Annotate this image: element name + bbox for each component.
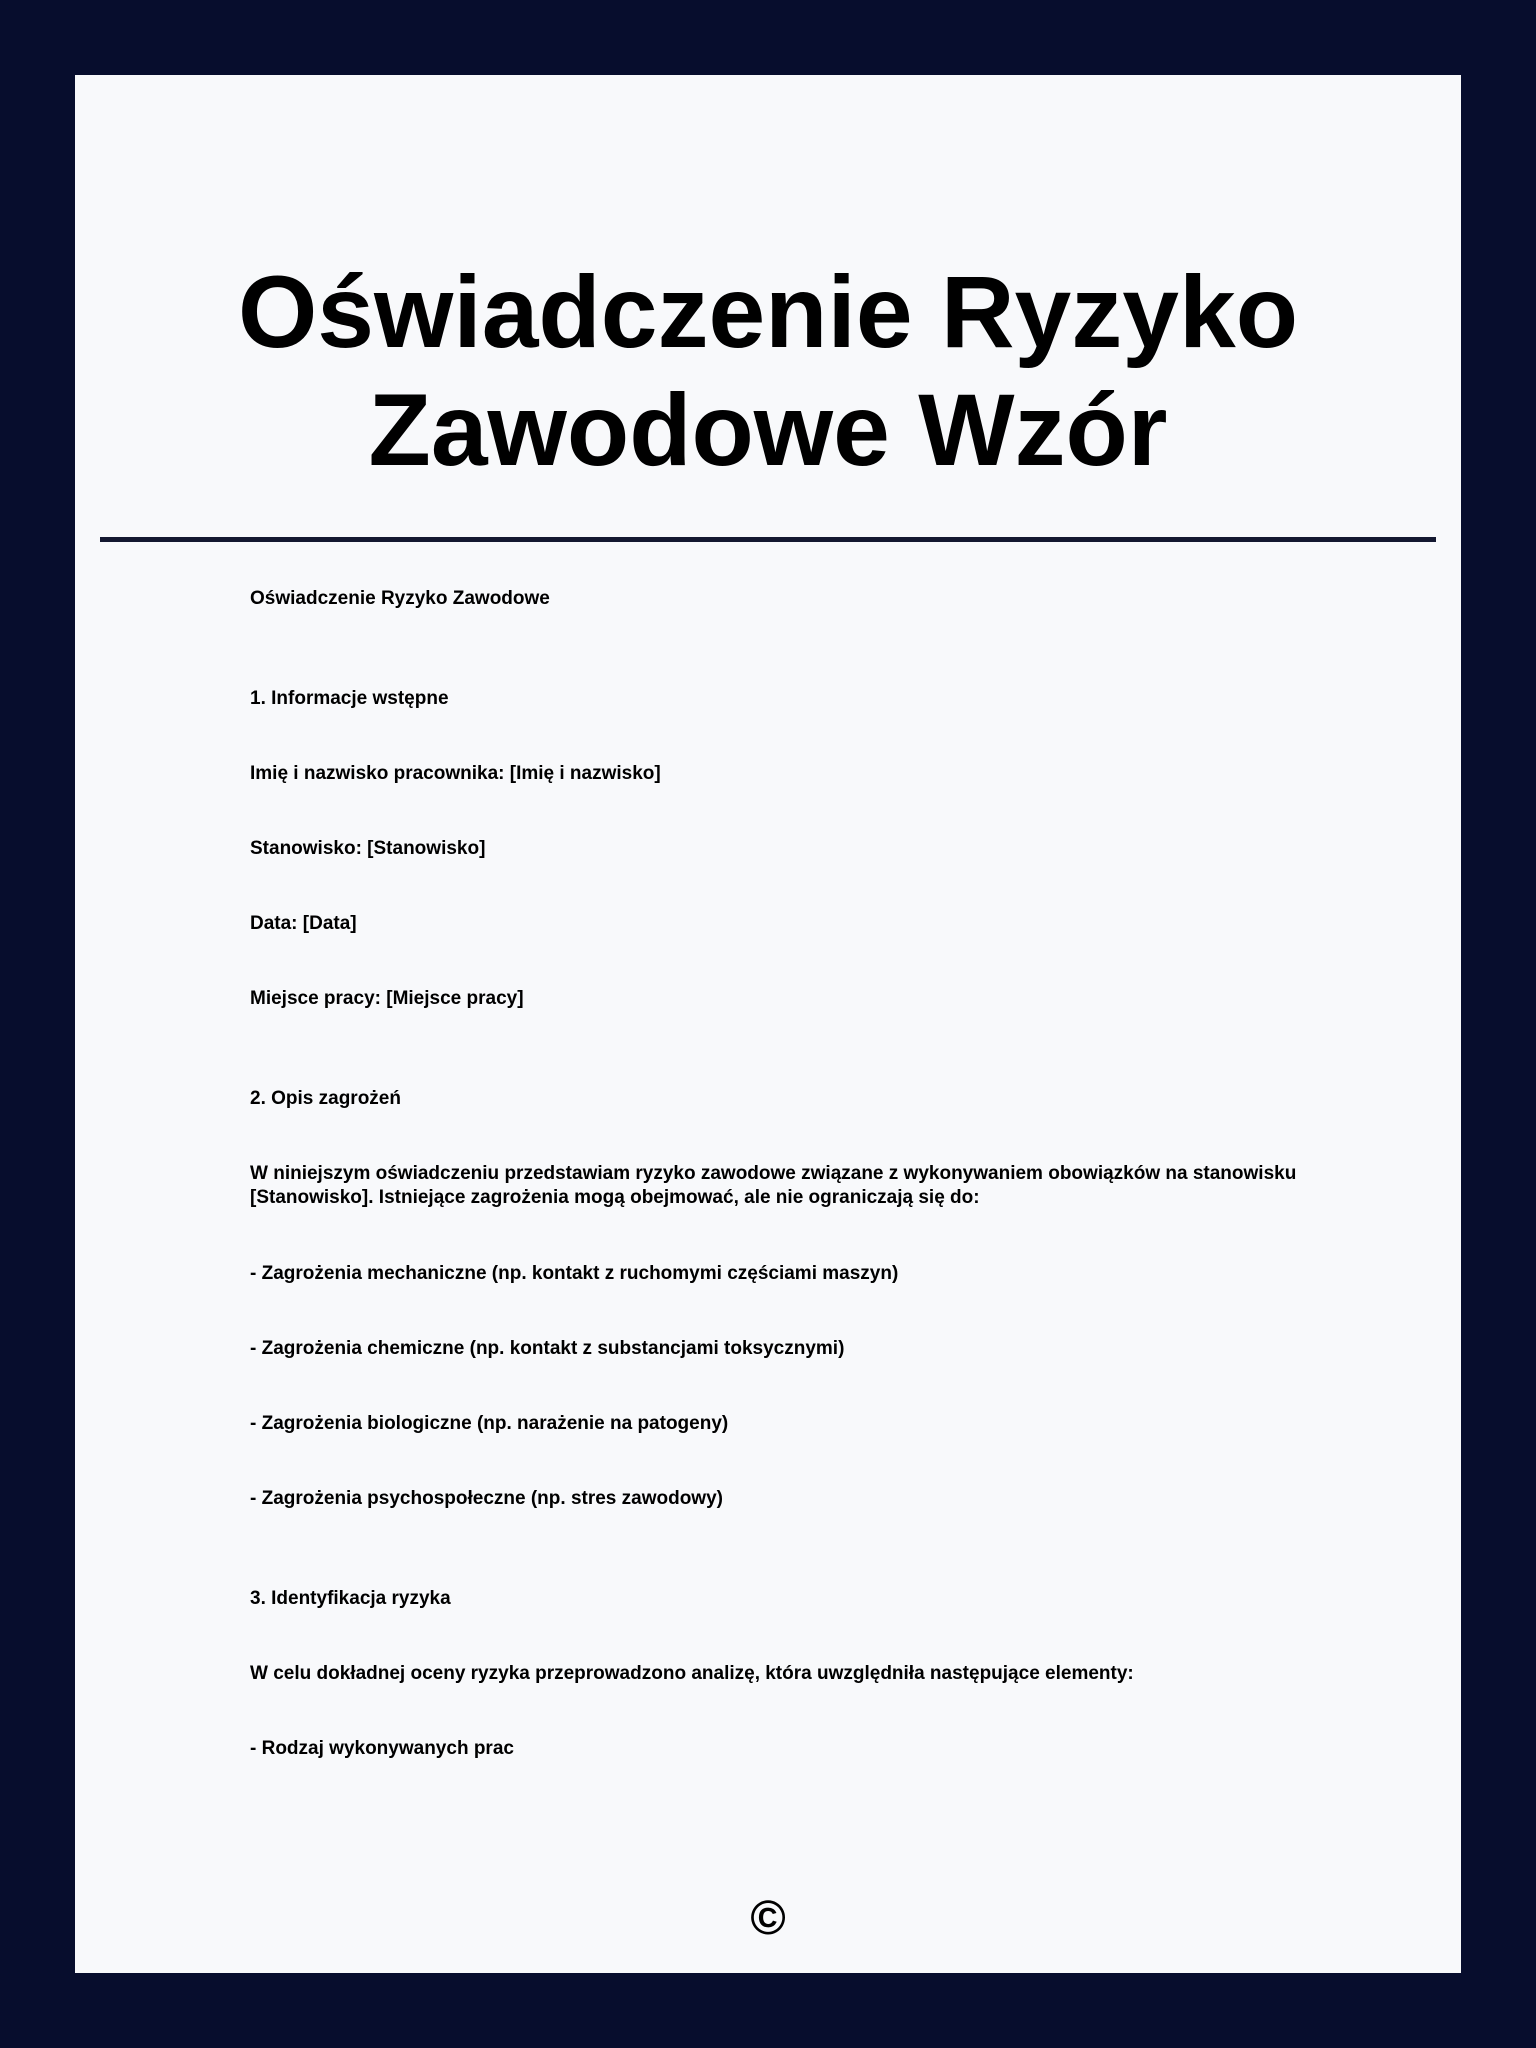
field-date: Data: [Data] xyxy=(250,913,357,934)
hazard-psychosocial: - Zagrożenia psychospołeczne (np. stres zawodowy) xyxy=(250,1488,723,1509)
section-2-intro: W niniejszym oświadczeniu przedstawiam ryzyko zawodowe związane z wykonywaniem obowiązków na stanowisku [Stanowisko]. Istniejące zagrożenia mogą obejmować, ale nie ograniczają się do: xyxy=(250,1163,1297,1208)
document-heading: Oświadczenie Ryzyko Zawodowe xyxy=(250,588,550,609)
hazard-biological: - Zagrożenia biologiczne (np. narażenie na patogeny) xyxy=(250,1413,729,1434)
section-1-title: 1. Informacje wstępne xyxy=(250,688,449,709)
copyright-icon: © xyxy=(750,1892,786,1945)
hazard-mechanical: - Zagrożenia mechaniczne (np. kontakt z ruchomymi częściami maszyn) xyxy=(250,1263,899,1284)
section-3-intro: W celu dokładnej oceny ryzyka przeprowadzono analizę, która uwzględniła następujące elementy: xyxy=(250,1663,1134,1684)
hazard-chemical: - Zagrożenia chemiczne (np. kontakt z substancjami toksycznymi) xyxy=(250,1338,845,1359)
element-work-type: - Rodzaj wykonywanych prac xyxy=(250,1738,514,1759)
section-2-title: 2. Opis zagrożeń xyxy=(250,1088,401,1109)
field-position: Stanowisko: [Stanowisko] xyxy=(250,838,486,859)
title-divider xyxy=(100,537,1436,542)
title-line-1: Oświadczenie Ryzyko xyxy=(237,255,1299,369)
document-page xyxy=(75,75,1461,1973)
field-workplace: Miejsce pracy: [Miejsce pracy] xyxy=(250,988,524,1009)
title-line-2: Zawodowe Wzór xyxy=(368,373,1168,487)
document-title xyxy=(75,253,1461,489)
field-employee-name: Imię i nazwisko pracownika: [Imię i nazwisko] xyxy=(250,763,661,784)
section-3-title: 3. Identyfikacja ryzyka xyxy=(250,1588,451,1609)
